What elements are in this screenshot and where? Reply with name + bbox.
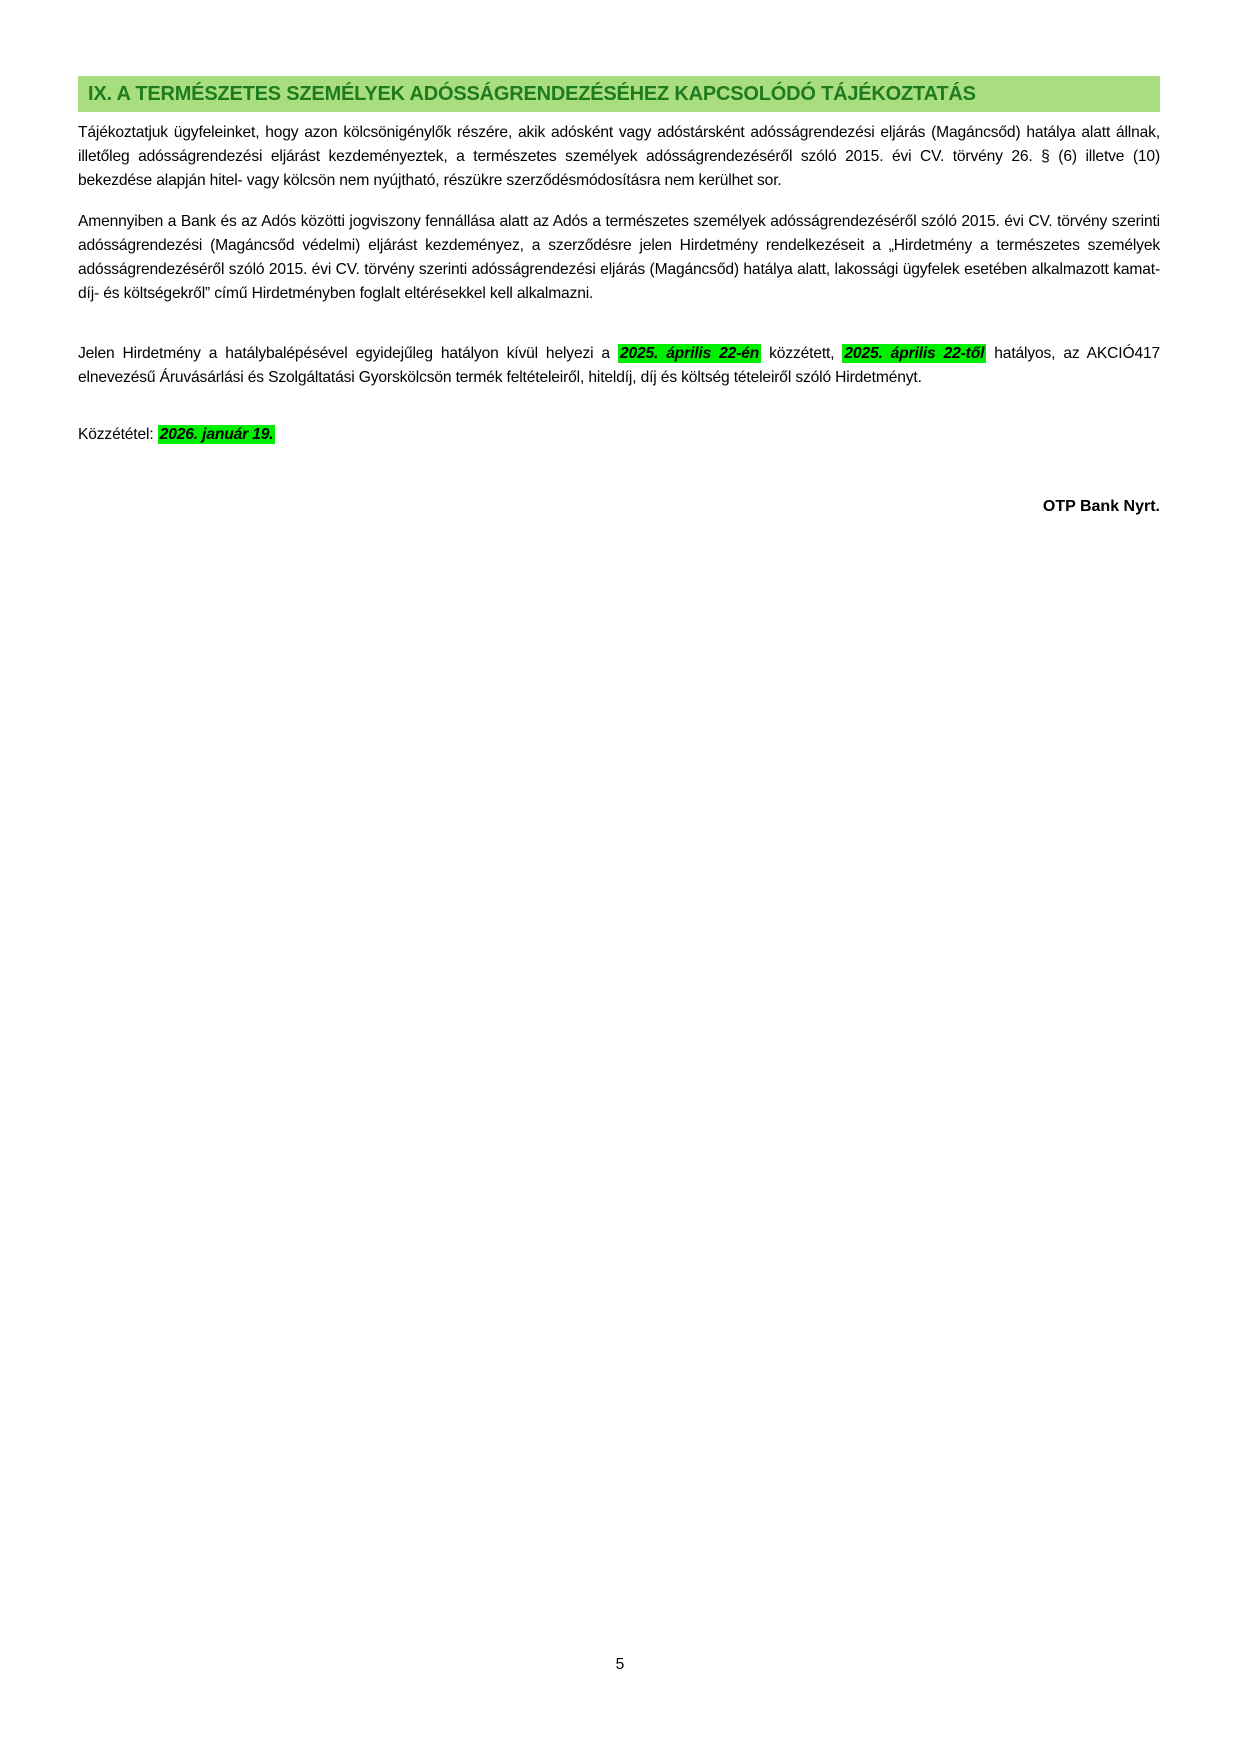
- paragraph-bank-debtor-relation: Amennyiben a Bank és az Adós közötti jogviszony fennállása alatt az Adós a természetes személyek adósságrendezéséről szóló 2015. évi CV. törvény szerinti adósságrendezési (Magáncsőd védelmi) eljárást kezdeményez, a szerződésre jelen Hirdetmény rendelkezéseit a „Hirdetmény a természetes személyek adósságrendezéséről szóló 2015. évi CV. törvény szerinti adósságrendezési eljárás (Magáncsőd) hatálya alatt, lakossági ügyfelek esetében alkalmazott kamat- díj- és költségekről” című Hirdetményben foglalt eltérésekkel kell alkalmazni.: [78, 213, 1160, 302]
- repeal-text-part2: közzétett,: [761, 345, 843, 362]
- publication-label: Közzététel:: [78, 426, 158, 443]
- page-number: 5: [615, 1656, 625, 1673]
- page-content: [78, 76, 1160, 519]
- paragraph-debt-settlement-info: Tájékoztatjuk ügyfeleinket, hogy azon kölcsönigénylők részére, akik adósként vagy adóstársként adósságrendezési eljárás (Magáncsőd) hatálya alatt állnak, illetőleg adósságrendezési eljárást kezdeményeztek, a természetes személyek adósságrendezéséről szóló 2015. évi CV. törvény 26. § (6) illetve (10) bekezdése alapján hitel- vagy kölcsön nem nyújtható, részükre szerződésmódosításra nem kerülhet sor.: [78, 124, 1160, 189]
- highlight-publication-date: 2025. április 22-én: [619, 345, 760, 362]
- repeal-text-part1: Jelen Hirdetmény a hatálybalépésével egyidejűleg hatályon kívül helyezi a: [78, 345, 618, 362]
- publication-line: [78, 423, 1160, 447]
- section-title: IX. A TERMÉSZETES SZEMÉLYEK ADÓSSÁGRENDEZÉSÉHEZ KAPCSOLÓDÓ TÁJÉKOZTATÁS: [88, 83, 976, 105]
- signature-bank-name: OTP Bank Nyrt.: [1042, 498, 1160, 515]
- paragraph-repeal-notice: [78, 342, 1160, 390]
- publication-date-highlight: 2026. január 19.: [159, 426, 274, 443]
- section-header-bar: [78, 76, 1160, 112]
- highlight-effective-date: 2025. április 22-től: [844, 345, 985, 362]
- repeal-text-part3: hatályos, az AKCIÓ417 elnevezésű Áruvásárlási és Szolgáltatási Gyorskölcsön termék feltételeiről, hiteldíj, díj és költség tételeiről szóló Hirdetményt.: [78, 345, 1161, 386]
